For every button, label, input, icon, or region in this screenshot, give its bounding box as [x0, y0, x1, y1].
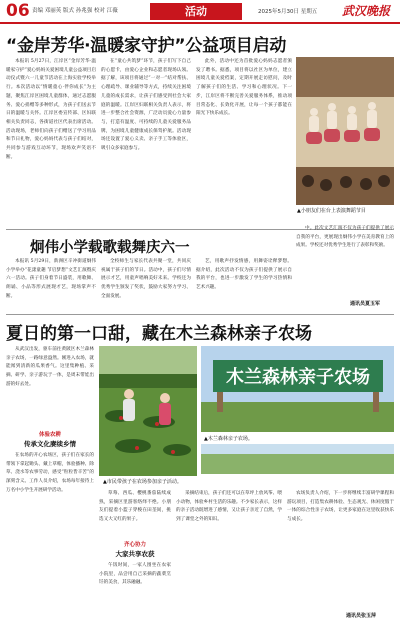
farm-column-1-body: 在农场的开心农场区，孩子们在家长的带领下拿起锄头、戴上草帽，体验播种、除草、浇水等农事劳动，感受“粒粒皆辛苦”的深刻含义。工作人员介绍，农场每年接待上万名中小学生开展研学活动。: [6, 453, 94, 493]
dance-column-2: 全校师生与家长代表共聚一堂，共同庆祝属于孩子们的节日。活动中，孩子们尽情展示才艺，用童声唱响美好未来。学校还为优秀学生颁发了奖状，鼓励大家努力学习、全面发展。: [101, 259, 191, 299]
farm-sign-text: 木兰森林亲子农场: [226, 367, 370, 388]
farm-subhead-1-main: 传承文化赓续乡情: [24, 440, 76, 448]
farm-sign-photo: [201, 346, 394, 432]
editor-credits: 责编 邓丽英 版式 孙兆强 校对 江薇: [32, 8, 118, 14]
section-divider-2: [6, 314, 394, 315]
dance-performance-photo: [296, 57, 394, 205]
dance-photo-caption-text: 小朋友们在台上表演舞蹈节目: [300, 208, 366, 214]
dance-credit: 通讯员夏玉军: [350, 301, 381, 307]
farm-column-4: 农场负责人介绍，下一步将继续丰富研学课程和游玩项目，打造集农耕体验、生态观光、休闲度假于一体的综合性亲子农场，让更多家庭在这里收获快乐与成长。: [287, 491, 394, 523]
farm-subhead-2: [99, 540, 171, 558]
farm-activity-caption: ▲市民带孩子在农场参加亲子活动。: [103, 479, 182, 485]
dance-column-4: 中。此次文艺汇演不仅为孩子们提供了展示自我的平台，更展现出炯伟小学在美育教育上的成果。学校还对优秀学生进行了表彰和奖励。: [296, 226, 394, 249]
welfare-column-1: 本报讯 5月27日，江岸区“金岸芳华·温暖家守护”爱心妈妈关爱困境儿童公益项目启动仪式暨六一儿童节活动在上海实验学校举行。本次活动以“情暖童心·伴你成长”为主题，聚焦江岸区困境儿童群体，通过志愿服务、爱心捐赠等多种形式，为孩子们送去节日的温暖与关怀。江岸区委宣传部、区妇联相关负责同志，各街道社区代表出席活动。活动现场，老师们向孩子们赠送了学习用品和节日礼物，爱心妈妈代表与孩子们结对，共同参与游戏互动环节，现场欢声笑语不断。: [6, 59, 96, 160]
dance-column-1: 本报讯 5月29日，新洲区辛冲街道炯伟小学举办“花漾童趣 节启梦想”文艺汇演暨庆六一活动。孩子们身着节日盛装，用歌舞、朗诵、小品等形式展现才艺，现场掌声不断。: [6, 259, 96, 299]
farm-sign-caption: ▲木兰森林亲子农场。: [204, 436, 253, 442]
dance-headline: 炯伟小学载歌载舞庆六一: [30, 240, 190, 256]
masthead-rule: [0, 22, 400, 24]
farm-column-2-body: 午饭时间，一家人围坐在农家小院里，品尝用自己采摘的蔬菜烹饪的美食，其乐融融。: [99, 563, 171, 586]
section-banner: 活动: [150, 3, 242, 20]
publication-date: 2025年5月30日 星期五: [258, 9, 318, 15]
dance-column-3: 艺，用歌声抒发情感，用舞姿诠释梦想。据介绍，此次活动不仅为孩子们提供了展示自我的平台，也进一步激发了学生的学习热情和艺术兴趣。: [196, 259, 292, 291]
farm-intro-column: 从武汉出发，驱车前往黄陂区木兰森林亲子农场，一路绿意盎然。刚进入农场，就能闻到清新的瓜果香气。这里集种植、采摘、研学、亲子游玩于一体，是周末带娃出游的好去处。: [6, 347, 94, 387]
welfare-column-3: 此外，活动中还为首批爱心妈妈志愿者颁发了聘书。据悉，项目将以社区为单位，建立困境儿童关爱档案，定期开展走访慰问，及时了解孩子们的生活、学习和心理状况。下一步，江岸区将不断完善关爱服务体系，推动项目常态化、长效化开展，让每一个孩子都能在阳光下快乐成长。: [196, 59, 292, 117]
welfare-column-2: 在“童心共筑梦”环节，孩子们写下自己的心愿卡，由爱心企业和志愿者现场认领。据了解，该项目将通过“一对一”结对帮扶、心理疏导、课业辅导等方式，持续关注困境儿童的成长需求，让孩子们感受到社会大家庭的温暖。江岸区妇联相关负责人表示，将进一步整合社会资源，广泛动员爱心力量参与，打造有温度、可持续的儿童关爱服务品牌，为困境儿童健康成长保驾护航。活动现场还设置了爱心义卖、亲子手工等体验区，吸引众多家庭参与。: [101, 59, 191, 152]
farm-subhead-2-cap: 齐心协力: [123, 542, 146, 548]
farm-sign-caption-text: 木兰森林亲子农场。: [207, 436, 253, 442]
farm-headline: 夏日的第一口甜，藏在木兰森林亲子农场: [6, 324, 312, 344]
farm-activity-caption-text: 市民带孩子在农场参加亲子活动。: [106, 479, 182, 485]
dance-photo-caption: ▲小朋友们在台上表演舞蹈节目: [297, 208, 366, 214]
farm-subhead-1: [14, 430, 86, 448]
welfare-headline: “金岸芳华·温暖家守护”公益项目启动: [6, 36, 287, 56]
farm-field-photo: [201, 444, 394, 474]
farm-strawberry-photo: [99, 346, 197, 476]
farm-subhead-1-cap: 体验农耕: [38, 432, 61, 438]
masthead: [0, 0, 400, 26]
farm-credit: 通讯员张玉萍: [346, 613, 377, 619]
page-number: 06: [6, 1, 30, 21]
farm-subhead-2-main: 大家共享农获: [115, 550, 155, 558]
newspaper-name: 武汉晚报: [342, 4, 391, 18]
farm-column-2: 草莓、西瓜、樱桃番茄陆续成熟，采摘区里游客络绎不绝。小朋友们提着小篮子穿梭在田垄间，挑选又大又红的果子。: [99, 491, 171, 523]
farm-column-3: 采摘结束后，孩子们还可以在草坪上放风筝、喂小动物，体验乡村生活的乐趣。不少家长表示，这样的亲子活动既增进了感情，又让孩子亲近了自然，学到了课堂之外的知识。: [176, 491, 282, 523]
